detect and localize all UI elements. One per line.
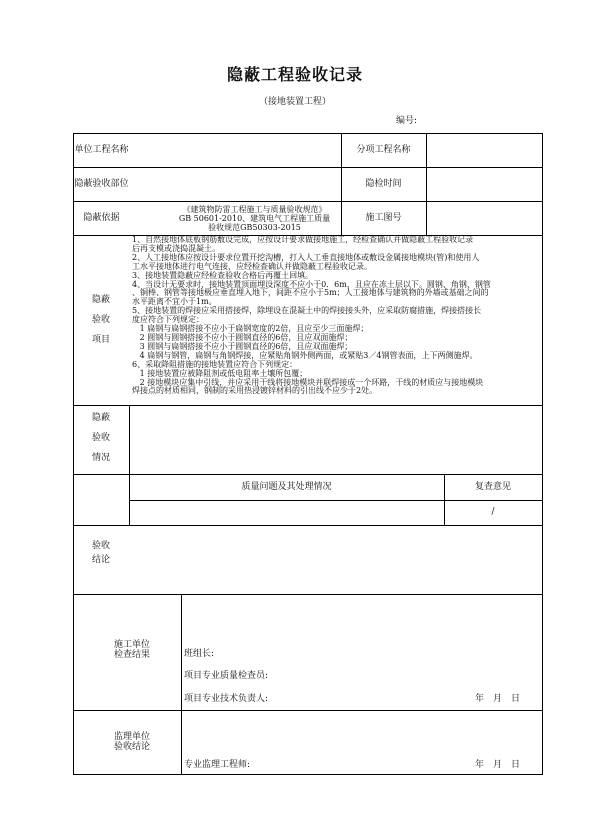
acceptance-item-line: 6、采取降阻措施的接地装置应符合下列规定：	[132, 359, 298, 369]
label-part: 检查结果	[113, 650, 150, 660]
rule	[74, 525, 542, 526]
label-part: 项目	[91, 335, 110, 345]
acceptance-status-label	[86, 408, 116, 468]
label-part: 情况	[91, 453, 110, 463]
drawing-no-label: 施工图号	[365, 212, 402, 223]
rule	[74, 594, 542, 595]
label-part: 隐蔽	[91, 413, 110, 423]
label-part: 结论	[91, 555, 110, 565]
acceptance-item-line: 焊接点的材质相同，钢制的采用热浸镀锌材料的引出线不应少于2处。	[132, 386, 378, 396]
hidden-part-label: 隐蔽验收部位	[74, 178, 129, 189]
supervision-label	[94, 732, 170, 752]
acceptance-item-line: 1 接地装置应被降阻剂或低电阻率土壤所包覆；	[132, 368, 308, 378]
page-title: 隐蔽工程验收记录	[226, 65, 363, 84]
tech-lead-label: 项目专业技术负责人:	[184, 694, 269, 704]
label-part: 监理单位	[113, 732, 150, 742]
basis-label: 隐蔽依据	[83, 212, 120, 223]
acceptance-item-line: 、铜棒、钢管等接地极应垂直埋入地下，间距不应小于5m；人工接地体与建筑物的外墙或基础之间的	[132, 288, 489, 298]
acceptance-item-line: 后再支模或浇捣混凝土。	[132, 243, 220, 253]
acceptance-item-line: 度应符合下列规定：	[132, 315, 204, 325]
problems-header: 质量问题及其处理情况	[241, 481, 332, 492]
basis-line: GB 50601-2010、建筑电气工程施工质量	[178, 214, 331, 223]
supervision-date: 年 月 日	[475, 760, 521, 770]
label-part: 验收	[91, 315, 110, 325]
review-header: 复查意见	[474, 481, 511, 492]
rule	[74, 710, 542, 711]
inspect-time-label: 隐检时间	[365, 178, 402, 189]
construction-label	[94, 640, 170, 660]
acceptance-items-label	[86, 290, 116, 350]
acceptance-item-line: 4、当设计无要求时，接地装置顶面埋设深度不应小于0．6m，且应在冻土层以下。圆钢、角钢、钢管	[132, 279, 491, 289]
acceptance-item-line: 3 圆钢与扁钢搭接不应小于圆钢直径的6倍，且应双面施焊；	[132, 341, 353, 351]
acceptance-item-line: 3、接地装置隐蔽应经检查验收合格后再覆土回填。	[132, 270, 314, 280]
acceptance-item-line: 水平距离不宜小于1m。	[132, 297, 217, 307]
acceptance-items-text	[130, 236, 543, 473]
quality-inspector-label: 项目专业质量检查员:	[184, 671, 269, 681]
acceptance-item-line: 2、人工接地体应按设计要求位置开挖沟槽，打入人工垂直接地体或敷设金属接地模块(管)和使用人	[132, 252, 480, 262]
rule	[426, 134, 427, 235]
acceptance-form	[73, 133, 543, 775]
acceptance-item-line: 5、接地装置的焊接应采用搭接焊，除埋设在混凝土中的焊接接头外，应采取防腐措施，焊接搭接长	[132, 306, 482, 316]
basis-line: 验收规范GB50303-2015	[208, 223, 301, 232]
sub-project-label: 分项工程名称	[356, 145, 411, 156]
rule	[74, 167, 542, 168]
label-part: 施工单位	[113, 640, 150, 650]
acceptance-item-line: 1、自然接地体底板钢筋敷设完成，应按设计要求做接地施工，经检查确认并做隐蔽工程验收记录	[132, 236, 474, 244]
basis-text	[164, 202, 345, 235]
team-leader-label: 班组长:	[184, 649, 215, 659]
doc-number-label: 编号:	[396, 116, 418, 126]
acceptance-item-line: 1 扁钢与扁钢搭接不应小于扁钢宽度的2倍，且应至少三面施焊；	[132, 324, 369, 334]
label-part: 隐蔽	[91, 295, 110, 305]
page-subtitle: （接地装置工程）	[258, 97, 331, 107]
review-value: /	[491, 507, 495, 518]
conclusion-label	[86, 539, 116, 567]
acceptance-item-line: 2 接地模块应集中引线，并应采用干线将接地模块并联焊接成一个环路，干线的材质应与接地模块	[132, 377, 484, 387]
acceptance-item-line: 4 扁钢与钢管，扁钢与角钢焊接，应紧贴角钢外侧两面，或紧贴3／4钢管表面，上下两侧施焊。	[132, 350, 478, 360]
supervising-engineer-label: 专业监理工程师:	[184, 760, 251, 770]
rule	[181, 594, 182, 775]
label-part: 验收结论	[113, 742, 150, 752]
acceptance-item-line: 工水平接地体进行电气连接，应经检查确认并做隐蔽工程验收记录。	[132, 261, 372, 271]
basis-line: 《建筑物防雷工程施工与质量验收规范》	[182, 205, 327, 214]
unit-project-label: 单位工程名称	[74, 145, 129, 156]
label-part: 验收	[91, 541, 110, 551]
label-part: 验收	[91, 433, 110, 443]
construction-date: 年 月 日	[475, 694, 521, 704]
acceptance-item-line: 2 圆钢与圆钢搭接不应小于圆钢直径的6倍，且应双面施焊；	[132, 332, 353, 342]
